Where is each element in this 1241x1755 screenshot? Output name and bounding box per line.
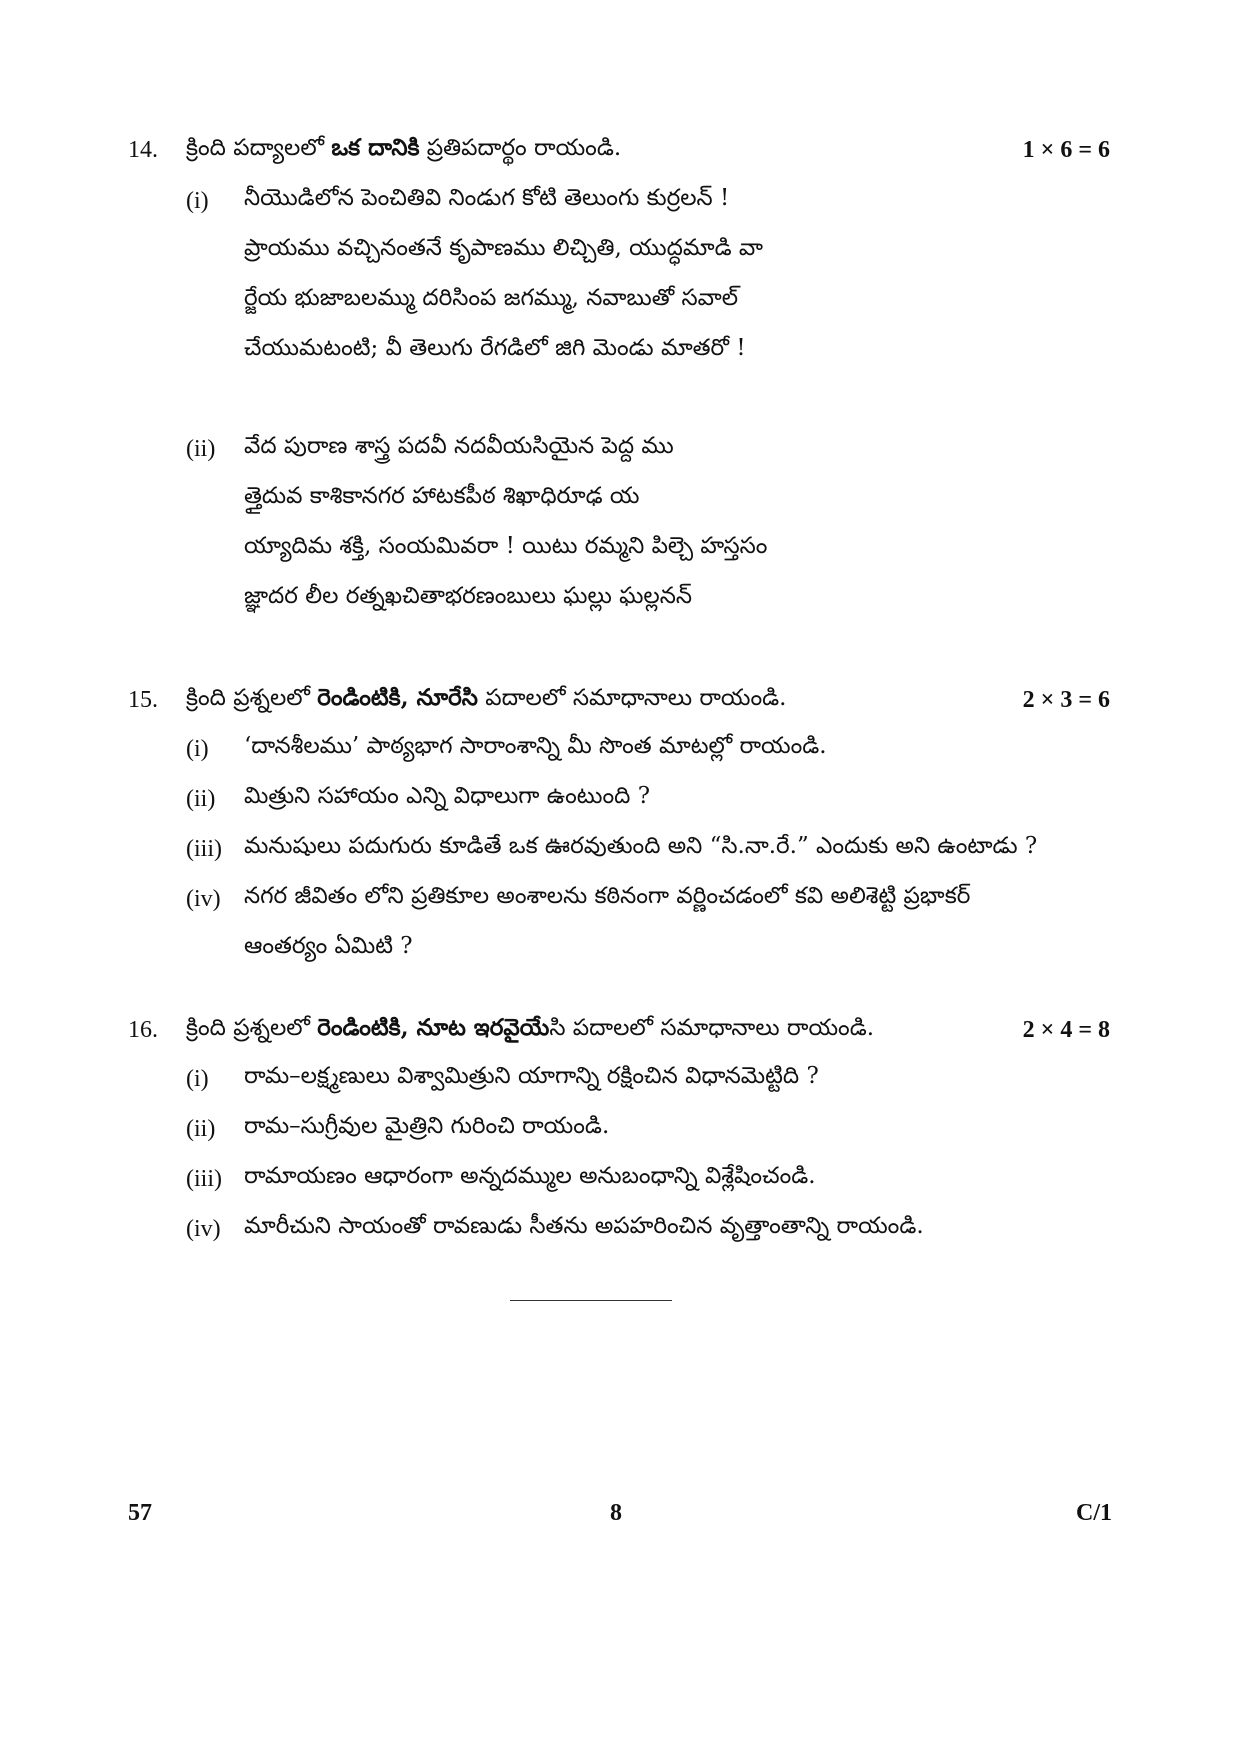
sub-question-continuation: ఆంతర్యం ఏమిటి ? — [244, 933, 413, 959]
marks-allocation: 1 × 6 = 6 — [1022, 136, 1110, 163]
marks-allocation: 2 × 3 = 6 — [1022, 686, 1110, 713]
item-label: (i) — [186, 735, 209, 762]
question-text-part: క్రింది ప్రశ్నలలో — [186, 684, 318, 711]
question-text-bold: ఒక దానికి — [331, 133, 420, 161]
sub-question-text: మిత్రుని సహాయం ఎన్ని విధాలుగా ఉంటుంది ? — [244, 783, 651, 809]
poem-line: ర్జేయ భుజాబలమ్ము దరిసింప జగమ్ము, నవాబుతో సవాల్ — [244, 285, 739, 311]
footer-set: C/1 — [1076, 1500, 1112, 1526]
question-text-part: క్రింది ప్రశ్నలలో — [186, 1014, 318, 1041]
question-number: 14. — [128, 136, 158, 163]
poem-1-label-row — [186, 184, 244, 218]
question-text-part: పదాలలో సమాధానాలు రాయండి. — [477, 684, 787, 711]
sub-question — [186, 882, 970, 916]
sub-question — [186, 1212, 924, 1246]
item-label: (ii) — [186, 435, 216, 462]
sub-question-text: మారీచుని సాయంతో రావణుడు సీతను అపహరించిన వృత్తాంతాన్ని రాయండి. — [244, 1213, 924, 1239]
question-text — [186, 684, 1023, 717]
sub-question-text: రామ–సుగ్రీవుల మైత్రిని గురించి రాయండి. — [244, 1113, 610, 1139]
item-label: (iii) — [186, 1165, 222, 1192]
question-number: 16. — [128, 1016, 158, 1043]
question-text-bold: రెండింటికి, నూట ఇరవైయే — [317, 1013, 550, 1041]
page-number: 8 — [610, 1500, 622, 1526]
sub-question — [186, 832, 1037, 866]
sub-question-text: మనుషులు పదుగురు కూడితే ఒక ఊరవుతుంది అని “సి.నా.రే.” ఎందుకు అని ఉంటాడు ? — [244, 833, 1038, 859]
question-text-bold: రెండింటికి, నూరేసి — [317, 683, 478, 711]
footer-code: 57 — [128, 1500, 152, 1526]
item-label: (ii) — [186, 785, 216, 812]
item-label: (ii) — [186, 1115, 216, 1142]
question-15-header — [128, 682, 1110, 718]
poem-line: య్యాదిమ శక్తి, సంయమివరా ! యిటు రమ్మని పిల్చె హస్తసం — [244, 533, 768, 559]
question-text-part: క్రింది పద్యాలలో — [186, 134, 332, 161]
sub-question — [186, 1112, 609, 1146]
poem-line: చేయుమటంటి; వీ తెలుగు రేగడిలో జిగి మెండు మాతరో ! — [244, 335, 746, 361]
sub-question — [186, 1162, 816, 1196]
sub-question — [186, 732, 827, 766]
question-text-part: ప్రతిపదార్థం రాయండి. — [419, 134, 622, 161]
question-text — [186, 134, 1023, 167]
sub-question-text: రామాయణం ఆధారంగా అన్నదమ్ముల అనుబంధాన్ని విశ్లేషించండి. — [244, 1163, 816, 1189]
poem-line: జ్ఞాదర లీల రత్నఖచితాభరణంబులు ఘల్లు ఘల్లనన్ — [244, 583, 693, 609]
question-16-header — [128, 1012, 1110, 1048]
question-text — [186, 1014, 1023, 1047]
poem-line: నీయొడిలోన పెంచితివి నిండుగ కోటి తెలుంగు కుర్రలన్ ! — [244, 185, 730, 211]
poem-line: త్తైదువ కాశికానగర హాటకపీఠ శిఖాధిరూఢ య — [244, 483, 640, 509]
question-14-header — [128, 132, 1110, 168]
poem-line: వేద పురాణ శాస్త్ర పదవీ నదవీయసియైన పెద్ద ము — [244, 433, 674, 459]
sub-question-text: ‘దానశీలము’ పాఠ్యభాగ సారాంశాన్ని మీ సొంత మాటల్లో రాయండి. — [244, 733, 827, 759]
item-label: (i) — [186, 1065, 209, 1092]
question-number: 15. — [128, 686, 158, 713]
sub-question — [186, 1062, 819, 1096]
item-label: (iv) — [186, 1215, 221, 1242]
question-text-part: సి పదాలలో సమాధానాలు రాయండి. — [549, 1014, 875, 1041]
end-divider — [510, 1300, 672, 1301]
sub-question-text: నగర జీవితం లోని ప్రతికూల అంశాలను కఠినంగా వర్ణించడంలో కవి అలిశెట్టి ప్రభాకర్ — [244, 883, 971, 909]
item-label: (i) — [186, 187, 209, 214]
poem-2-label-row — [186, 432, 244, 466]
item-label: (iii) — [186, 835, 222, 862]
sub-question — [186, 782, 650, 816]
item-label: (iv) — [186, 885, 221, 912]
marks-allocation: 2 × 4 = 8 — [1022, 1016, 1110, 1043]
sub-question-text: రామ–లక్ష్మణులు విశ్వామిత్రుని యాగాన్ని రక్షించిన విధానమెట్టిది ? — [244, 1063, 819, 1089]
poem-line: ప్రాయము వచ్చినంతనే కృపాణము లిచ్చితి, యుద్ధమాడి వా — [244, 235, 764, 261]
